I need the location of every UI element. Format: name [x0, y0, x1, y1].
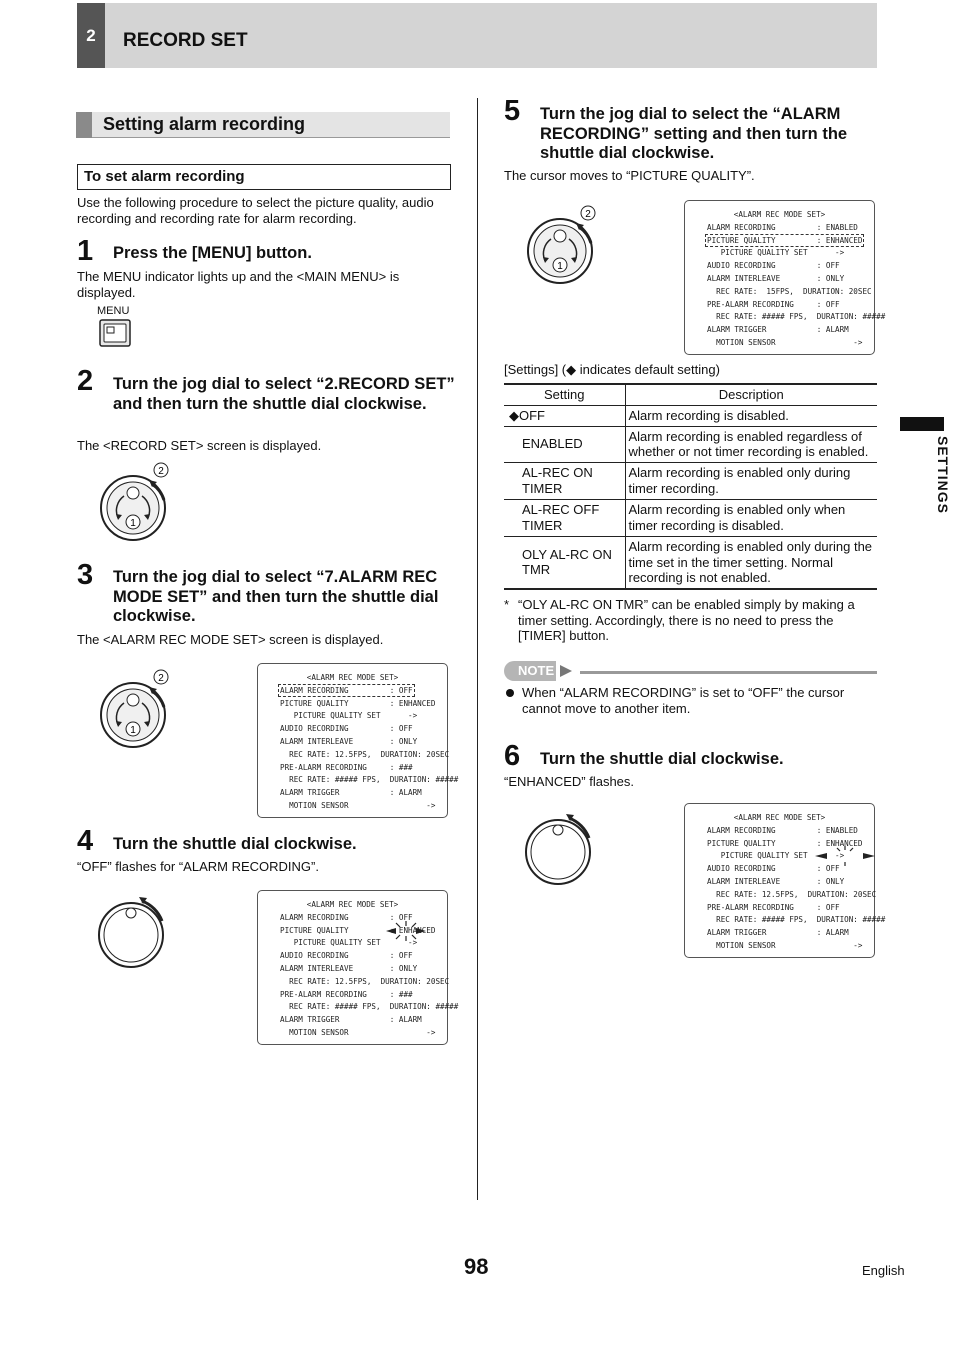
screen-line: PRE-ALARM RECORDING : OFF [707, 902, 840, 912]
menu-button-label: MENU [97, 305, 130, 317]
screen-line: ALARM INTERLEAVE : ONLY [707, 273, 845, 283]
side-tab-marker [900, 417, 944, 431]
shuttle-dial-icon [96, 893, 172, 974]
note-badge: NOTE [504, 661, 556, 681]
step-6-title: Turn the shuttle dial clockwise. [540, 750, 784, 768]
setting-cell: AL-REC ON TIMER [504, 462, 625, 499]
intro-text: Use the following procedure to select the picture quality, audio recording and recording rate for alarm recording. [77, 195, 434, 226]
description-cell: Alarm recording is disabled. [625, 405, 877, 426]
dial-mark-1: 1 [130, 725, 136, 736]
screen-alarm-rec-mode-set [257, 663, 459, 818]
table-row [504, 426, 877, 462]
screen-line: AUDIO RECORDING : OFF [280, 724, 413, 734]
screen-line: REC RATE: ##### FPS, DURATION: ##### [707, 915, 886, 925]
chapter-title: RECORD SET [123, 30, 248, 51]
screen-line: PICTURE QUALITY : ENHANCED [280, 698, 436, 708]
screen-line: ALARM RECORDING : OFF [280, 685, 413, 695]
screen-line: ALARM INTERLEAVE : ONLY [280, 736, 418, 746]
screen-line: AUDIO RECORDING : OFF [707, 261, 840, 271]
description-cell: Alarm recording is enabled regardless of whether or not timer recording is enabled. [625, 426, 877, 462]
screen-line: PICTURE QUALITY : ENHANCED [280, 925, 436, 935]
table-row [504, 405, 877, 426]
table-row [504, 536, 877, 589]
note-bullet-text: When “ALARM RECORDING” is set to “OFF” the cursor cannot move to another item. [522, 685, 845, 716]
step-4-desc: “OFF” flashes for “ALARM RECORDING”. [77, 859, 319, 874]
setting-cell: OLY AL-RC ON TMR [504, 536, 625, 589]
screen-line: ALARM TRIGGER : ALARM [707, 928, 849, 938]
settings-table [504, 383, 877, 590]
table-header-row [504, 384, 877, 405]
screen-line: AUDIO RECORDING : OFF [707, 864, 840, 874]
footnote-mark: * [504, 597, 510, 612]
description-cell: Alarm recording is enabled only during timer recording. [625, 462, 877, 499]
jog-dial-icon [96, 460, 172, 549]
description-cell: Alarm recording is enabled only during the time set in the timer setting. Normal recording is not enabled. [625, 536, 877, 589]
table-row [504, 462, 877, 499]
screen-line: ALARM RECORDING : ENABLED [707, 825, 858, 835]
screen-line: PICTURE QUALITY SET -> [280, 938, 418, 948]
screen-title: <ALARM REC MODE SET> [306, 673, 399, 682]
screen-line: ALARM RECORDING : OFF [258, 912, 447, 925]
screen-line: PICTURE QUALITY SET -> [280, 711, 418, 721]
step-5-desc: The cursor moves to “PICTURE QUALITY”. [504, 168, 755, 183]
section-marker [76, 112, 92, 138]
step-3-desc: The <ALARM REC MODE SET> screen is displayed. [77, 632, 384, 647]
column-divider [477, 98, 478, 1200]
screen-line: ALARM RECORDING : ENABLED [707, 222, 858, 232]
jog-dial-icon [523, 203, 599, 292]
step-4-number: 4 [77, 825, 94, 857]
play-arrow-icon [558, 664, 574, 683]
screen-line: MOTION SENSOR -> [707, 940, 863, 950]
description-cell: Alarm recording is enabled only when timer recording is disabled. [625, 499, 877, 536]
step-1-number: 1 [77, 235, 94, 267]
table-row [504, 499, 877, 536]
screen-line: PRE-ALARM RECORDING : ### [280, 989, 413, 999]
screen-line: ALARM TRIGGER : ALARM [280, 788, 422, 798]
step-3-title: Turn the jog dial to select “7.ALARM REC MODE SET” and then turn the shuttle dial clockwise. [113, 568, 439, 625]
screen-line: REC RATE: ##### FPS, DURATION: ##### [280, 1002, 459, 1012]
step-6-number: 6 [504, 740, 521, 772]
table-header: Description [625, 384, 877, 405]
note-rule [580, 671, 877, 674]
step-1-desc: The MENU indicator lights up and the <MAIN MENU> is displayed. [77, 269, 400, 300]
screen-title: <ALARM REC MODE SET> [733, 813, 826, 822]
dial-mark-2: 2 [585, 209, 591, 220]
screen-line: ALARM INTERLEAVE : ONLY [280, 963, 418, 973]
screen-line: REC RATE: 12.5FPS, DURATION: 20SEC [707, 889, 877, 899]
step-2-title: Turn the jog dial to select “2.RECORD SET” and then turn the shuttle dial clockwise. [113, 375, 455, 413]
footnote-text: “OLY AL-RC ON TMR” can be enabled simply by making a timer setting. Accordingly, there is no need to press the [TIMER] button. [518, 597, 855, 643]
step-5-number: 5 [504, 95, 521, 127]
screen-line: AUDIO RECORDING : OFF [280, 951, 413, 961]
bullet-icon [506, 689, 514, 697]
screen-line: REC RATE: 12.5FPS, DURATION: 20SEC [280, 976, 450, 986]
screen-line: PICTURE QUALITY SET -> [707, 248, 845, 258]
screen-line: PICTURE QUALITY : ENHANCED [707, 235, 863, 245]
section-title: Setting alarm recording [103, 114, 306, 134]
screen-alarm-rec-mode-set [257, 890, 459, 1045]
step-2-number: 2 [77, 365, 94, 397]
step-5-title: Turn the jog dial to select the “ALARM RECORDING” setting and then turn the shuttle dial clockwise. [540, 105, 848, 162]
subsection-title: To set alarm recording [77, 164, 451, 190]
step-4-title: Turn the shuttle dial clockwise. [113, 835, 357, 853]
screen-line: REC RATE: ##### FPS, DURATION: ##### [280, 775, 459, 785]
step-2-desc: The <RECORD SET> screen is displayed. [77, 438, 322, 453]
jog-dial-icon [96, 667, 172, 756]
step-6-desc: “ENHANCED” flashes. [504, 774, 635, 789]
screen-alarm-rec-mode-set [684, 200, 886, 355]
screen-line: ALARM TRIGGER : ALARM [280, 1015, 422, 1025]
setting-cell: AL-REC OFF TIMER [504, 499, 625, 536]
screen-line: PRE-ALARM RECORDING : ### [280, 762, 413, 772]
dial-mark-1: 1 [557, 261, 563, 272]
screen-alarm-rec-mode-set [684, 803, 886, 958]
shuttle-dial-icon [523, 810, 599, 891]
dial-mark-2: 2 [158, 466, 164, 477]
side-tab-label: SETTINGS [935, 436, 951, 515]
language-label: English [862, 1263, 905, 1278]
menu-button-icon [99, 319, 131, 352]
screen-line: REC RATE: 12.5FPS, DURATION: 20SEC [280, 749, 450, 759]
screen-line: REC RATE: 15FPS, DURATION: 20SEC [707, 286, 872, 296]
step-1-title: Press the [MENU] button. [113, 244, 312, 262]
screen-title: <ALARM REC MODE SET> [733, 210, 826, 219]
screen-line: REC RATE: ##### FPS, DURATION: ##### [707, 312, 886, 322]
screen-line: MOTION SENSOR -> [280, 800, 436, 810]
screen-line: PRE-ALARM RECORDING : OFF [707, 299, 840, 309]
settings-caption: [Settings] (◆ indicates default setting) [504, 362, 720, 377]
chapter-number: 2 [77, 3, 105, 68]
dial-mark-2: 2 [158, 673, 164, 684]
screen-line: ALARM TRIGGER : ALARM [707, 325, 849, 335]
screen-line: ALARM INTERLEAVE : ONLY [707, 876, 845, 886]
setting-cell: ◆OFF [504, 405, 625, 426]
table-header: Setting [504, 384, 625, 405]
screen-line: MOTION SENSOR -> [707, 337, 863, 347]
screen-title: <ALARM REC MODE SET> [306, 900, 399, 909]
step-3-number: 3 [77, 559, 94, 591]
dial-mark-1: 1 [130, 518, 136, 529]
setting-cell: ENABLED [504, 426, 625, 462]
page-number: 98 [464, 1254, 489, 1279]
screen-line: PICTURE QUALITY SET -> [707, 851, 845, 861]
screen-line: MOTION SENSOR -> [280, 1027, 436, 1037]
screen-line: PICTURE QUALITY : ENHANCED [685, 838, 874, 851]
